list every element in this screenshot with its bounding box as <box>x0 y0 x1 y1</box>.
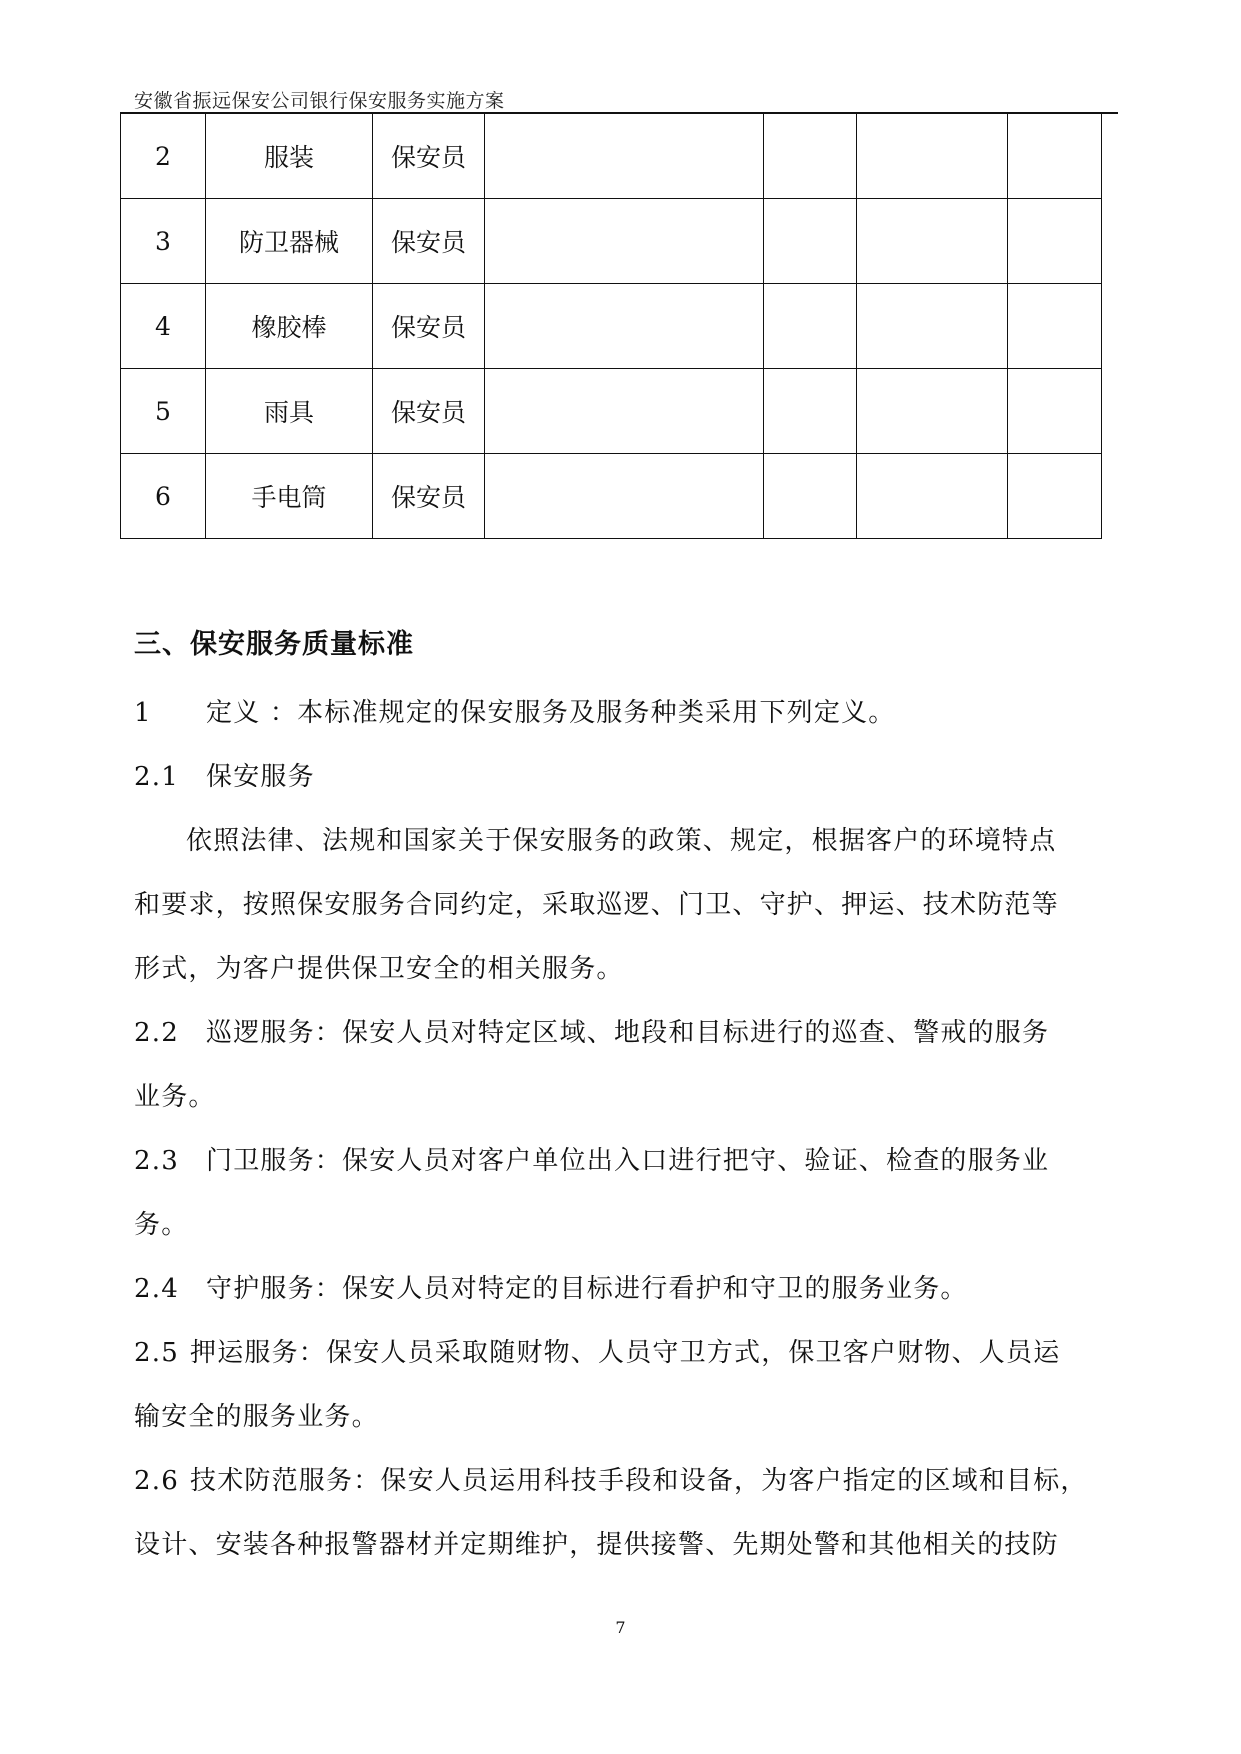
paragraph-line: 和要求，按照保安服务合同约定，采取巡逻、门卫、守护、押运、技术防范等 <box>134 890 1059 920</box>
equipment-user: 保安员 <box>373 199 485 284</box>
paragraph-line <box>134 1012 1049 1049</box>
clause-text: 巡逻服务：保安人员对特定区域、地段和目标进行的巡查、警戒的服务 <box>206 1018 1050 1048</box>
empty-cell <box>764 369 857 454</box>
clause-number: 2.3 <box>134 1146 179 1176</box>
paragraph-line: 业务。 <box>134 1082 216 1112</box>
page-number: 7 <box>615 1618 626 1637</box>
clause-number: 2.2 <box>134 1018 179 1048</box>
empty-cell <box>764 199 857 284</box>
empty-cell <box>1008 454 1102 539</box>
paragraph-line <box>134 1268 968 1305</box>
row-number: 3 <box>121 199 206 284</box>
row-number: 6 <box>121 454 206 539</box>
clause-number: 2.5 <box>134 1338 179 1368</box>
paragraph-line <box>134 1140 1049 1177</box>
paragraph-line <box>134 756 315 793</box>
empty-cell <box>1008 114 1102 199</box>
clause-text: 守护服务：保安人员对特定的目标进行看护和守卫的服务业务。 <box>206 1274 968 1304</box>
table-row <box>121 114 1102 199</box>
document-header: 安徽省振远保安公司银行保安服务实施方案 <box>134 90 505 112</box>
clause-text: 定义 ：本标准规定的保安服务及服务种类采用下列定义。 <box>206 698 896 728</box>
empty-cell <box>857 369 1008 454</box>
equipment-user: 保安员 <box>373 114 485 199</box>
row-number: 4 <box>121 284 206 369</box>
equipment-user: 保安员 <box>373 454 485 539</box>
empty-cell <box>857 114 1008 199</box>
empty-cell <box>485 454 764 539</box>
row-number: 2 <box>121 114 206 199</box>
clause-number: 2.1 <box>134 762 179 792</box>
empty-cell <box>764 284 857 369</box>
paragraph-line <box>134 692 895 729</box>
paragraph-line: 务。 <box>134 1210 189 1240</box>
equipment-table <box>120 114 1102 539</box>
empty-cell <box>485 369 764 454</box>
empty-cell <box>485 199 764 284</box>
empty-cell <box>485 114 764 199</box>
table-row <box>121 199 1102 284</box>
empty-cell <box>857 199 1008 284</box>
equipment-user: 保安员 <box>373 284 485 369</box>
paragraph-line: 依照法律、法规和国家关于保安服务的政策、规定，根据客户的环境特点 <box>186 826 1057 856</box>
empty-cell <box>485 284 764 369</box>
table-row <box>121 369 1102 454</box>
empty-cell <box>1008 369 1102 454</box>
paragraph-line <box>134 1332 1060 1369</box>
clause-text: 门卫服务：保安人员对客户单位出入口进行把守、验证、检查的服务业 <box>206 1146 1050 1176</box>
section-heading: 三、保安服务质量标准 <box>134 629 414 660</box>
paragraph-line: 输安全的服务业务。 <box>134 1402 379 1432</box>
clause-text: 技术防范服务：保安人员运用科技手段和设备，为客户指定的区域和目标， <box>190 1466 1088 1496</box>
equipment-user: 保安员 <box>373 369 485 454</box>
row-number: 5 <box>121 369 206 454</box>
equipment-name: 手电筒 <box>206 454 373 539</box>
table-row <box>121 284 1102 369</box>
equipment-name: 橡胶棒 <box>206 284 373 369</box>
clause-number: 1 <box>134 698 152 728</box>
equipment-name: 雨具 <box>206 369 373 454</box>
clause-text: 保安服务 <box>206 762 315 792</box>
empty-cell <box>764 114 857 199</box>
table-row <box>121 454 1102 539</box>
equipment-name: 服装 <box>206 114 373 199</box>
empty-cell <box>1008 199 1102 284</box>
clause-number: 2.6 <box>134 1466 179 1496</box>
paragraph-line <box>134 1460 1088 1497</box>
equipment-name: 防卫器械 <box>206 199 373 284</box>
empty-cell <box>857 454 1008 539</box>
paragraph-line: 形式，为客户提供保卫安全的相关服务。 <box>134 954 624 984</box>
clause-text: 押运服务：保安人员采取随财物、人员守卫方式，保卫客户财物、人员运 <box>190 1338 1061 1368</box>
paragraph-line: 设计、安装各种报警器材并定期维护，提供接警、先期处警和其他相关的技防 <box>134 1530 1059 1560</box>
empty-cell <box>857 284 1008 369</box>
clause-number: 2.4 <box>134 1274 179 1304</box>
empty-cell <box>1008 284 1102 369</box>
empty-cell <box>764 454 857 539</box>
